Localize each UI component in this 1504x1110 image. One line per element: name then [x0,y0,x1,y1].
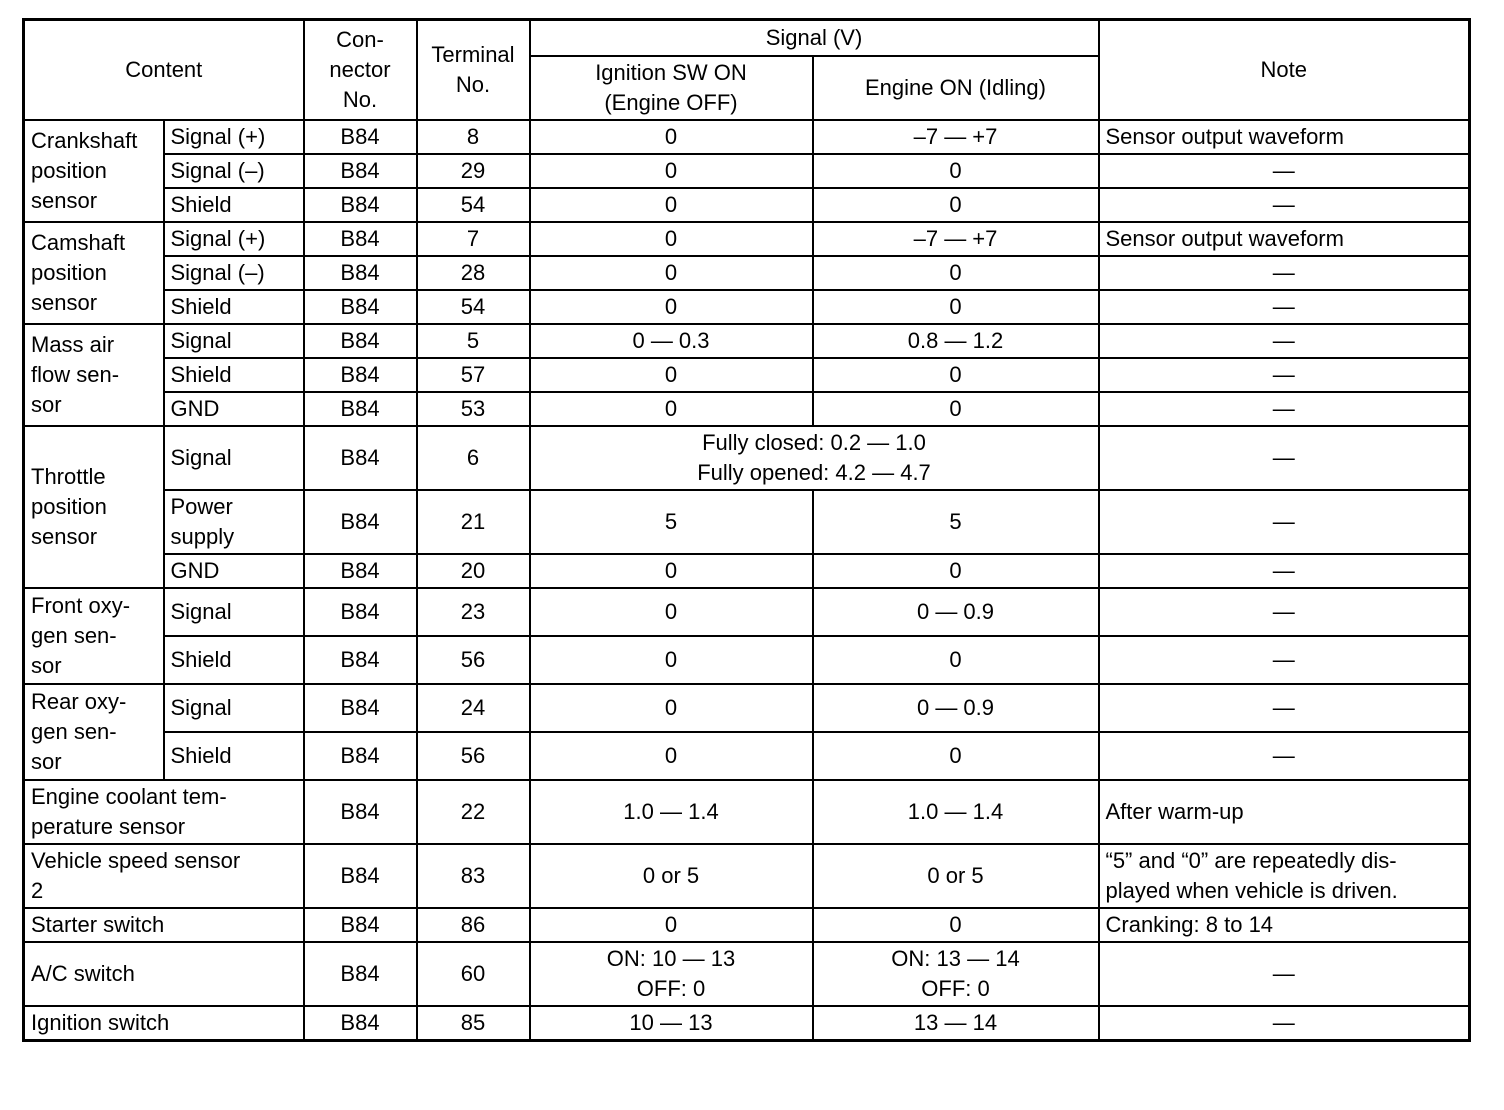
terminal-cell: 7 [417,222,530,256]
table-row [24,392,1470,426]
ignition-value-cell: 0 [530,188,813,222]
ignition-value-cell: 0 [530,222,813,256]
ignition-value-cell: 0 [530,732,813,780]
item-cell: GND [164,554,304,588]
engine-value-cell: 0 [813,358,1099,392]
table-row [24,256,1470,290]
group-label-camshaft: Camshaft position sensor [24,222,164,324]
note-cell: Sensor output waveform [1099,120,1470,154]
connector-cell: B84 [304,358,417,392]
table-row [24,732,1470,780]
terminal-cell: 83 [417,844,530,908]
terminal-cell: 21 [417,490,530,554]
engine-value-cell: –7 — +7 [813,222,1099,256]
table-row [24,588,1470,636]
header-signal-v: Signal (V) [530,20,1099,57]
terminal-cell: 54 [417,290,530,324]
table-row [24,426,1470,490]
note-cell: Sensor output waveform [1099,222,1470,256]
note-cell: — [1099,490,1470,554]
table-row [24,780,1470,844]
item-cell: Power supply [164,490,304,554]
table-row [24,154,1470,188]
ignition-value-cell: 0 [530,154,813,188]
terminal-cell: 5 [417,324,530,358]
connector-cell: B84 [304,490,417,554]
engine-value-cell: 0 or 5 [813,844,1099,908]
table-row [24,554,1470,588]
engine-value-cell: 0 [813,256,1099,290]
terminal-cell: 22 [417,780,530,844]
note-cell: — [1099,636,1470,684]
terminal-cell: 86 [417,908,530,942]
single-label-ignition: Ignition switch [24,1006,304,1041]
note-cell: — [1099,588,1470,636]
item-cell: Signal (–) [164,154,304,188]
terminal-cell: 24 [417,684,530,732]
table-row [24,636,1470,684]
connector-cell: B84 [304,188,417,222]
note-cell: — [1099,684,1470,732]
item-cell: Signal [164,588,304,636]
note-cell: — [1099,392,1470,426]
group-label-rear-oxygen: Rear oxy- gen sen- sor [24,684,164,780]
engine-value-cell: 0 [813,908,1099,942]
engine-value-cell: 0 — 0.9 [813,588,1099,636]
connector-cell: B84 [304,908,417,942]
header-content: Content [24,20,304,121]
header-note: Note [1099,20,1470,121]
item-cell: Signal [164,324,304,358]
terminal-cell: 8 [417,120,530,154]
note-cell: — [1099,324,1470,358]
merged-signal-cell: Fully closed: 0.2 — 1.0 Fully opened: 4.2 — 4.7 [530,426,1099,490]
engine-value-cell: 13 — 14 [813,1006,1099,1041]
connector-cell: B84 [304,222,417,256]
connector-cell: B84 [304,844,417,908]
group-label-maf: Mass air flow sen- sor [24,324,164,426]
ignition-value-cell: 10 — 13 [530,1006,813,1041]
engine-value-cell: 0.8 — 1.2 [813,324,1099,358]
item-cell: Signal [164,684,304,732]
ignition-value-cell: 0 [530,636,813,684]
engine-value-cell: 0 [813,392,1099,426]
table-row [24,120,1470,154]
terminal-cell: 28 [417,256,530,290]
group-label-crankshaft: Crankshaft position sensor [24,120,164,222]
item-cell: GND [164,392,304,426]
table-row [24,290,1470,324]
note-cell: — [1099,256,1470,290]
item-cell: Shield [164,290,304,324]
note-cell: “5” and “0” are repeatedly dis- played when vehicle is driven. [1099,844,1470,908]
terminal-cell: 60 [417,942,530,1006]
note-cell: After warm-up [1099,780,1470,844]
ignition-value-cell: 0 — 0.3 [530,324,813,358]
ignition-value-cell: 0 or 5 [530,844,813,908]
single-label-coolant: Engine coolant tem- perature sensor [24,780,304,844]
item-cell: Shield [164,358,304,392]
connector-cell: B84 [304,780,417,844]
ignition-value-cell: 1.0 — 1.4 [530,780,813,844]
terminal-cell: 6 [417,426,530,490]
ignition-value-cell: 0 [530,554,813,588]
note-cell: — [1099,188,1470,222]
ignition-value-cell: 0 [530,392,813,426]
table-row [24,490,1470,554]
table-row [24,358,1470,392]
header-terminal-no: Terminal No. [417,20,530,121]
ignition-value-cell: 0 [530,256,813,290]
header-connector-no: Con- nector No. [304,20,417,121]
single-label-starter: Starter switch [24,908,304,942]
table-row [24,844,1470,908]
ecu-terminal-signal-table [22,18,1471,1042]
table-row [24,684,1470,732]
connector-cell: B84 [304,554,417,588]
table-row [24,188,1470,222]
note-cell: — [1099,1006,1470,1041]
ignition-value-cell: 0 [530,120,813,154]
table-row [24,908,1470,942]
note-cell: — [1099,554,1470,588]
connector-cell: B84 [304,732,417,780]
connector-cell: B84 [304,392,417,426]
engine-value-cell: 1.0 — 1.4 [813,780,1099,844]
engine-value-cell: 5 [813,490,1099,554]
connector-cell: B84 [304,1006,417,1041]
engine-value-cell: 0 [813,732,1099,780]
terminal-cell: 85 [417,1006,530,1041]
item-cell: Shield [164,732,304,780]
header-ignition-sw-on: Ignition SW ON (Engine OFF) [530,56,813,120]
terminal-cell: 23 [417,588,530,636]
terminal-cell: 53 [417,392,530,426]
ignition-value-cell: 0 [530,588,813,636]
engine-value-cell: ON: 13 — 14 OFF: 0 [813,942,1099,1006]
connector-cell: B84 [304,290,417,324]
ignition-value-cell: ON: 10 — 13 OFF: 0 [530,942,813,1006]
connector-cell: B84 [304,942,417,1006]
connector-cell: B84 [304,324,417,358]
note-cell: Cranking: 8 to 14 [1099,908,1470,942]
engine-value-cell: 0 — 0.9 [813,684,1099,732]
single-label-vss: Vehicle speed sensor 2 [24,844,304,908]
table-row [24,222,1470,256]
note-cell: — [1099,358,1470,392]
group-label-front-oxygen: Front oxy- gen sen- sor [24,588,164,684]
connector-cell: B84 [304,120,417,154]
group-label-throttle: Throttle position sensor [24,426,164,588]
item-cell: Signal (+) [164,120,304,154]
engine-value-cell: 0 [813,290,1099,324]
ignition-value-cell: 0 [530,908,813,942]
table-row [24,324,1470,358]
item-cell: Shield [164,636,304,684]
terminal-cell: 57 [417,358,530,392]
signal-table-sheet [22,18,1468,1042]
note-cell: — [1099,942,1470,1006]
connector-cell: B84 [304,684,417,732]
terminal-cell: 54 [417,188,530,222]
engine-value-cell: 0 [813,188,1099,222]
engine-value-cell: 0 [813,554,1099,588]
connector-cell: B84 [304,588,417,636]
engine-value-cell: 0 [813,154,1099,188]
ignition-value-cell: 0 [530,684,813,732]
ignition-value-cell: 5 [530,490,813,554]
ignition-value-cell: 0 [530,358,813,392]
note-cell: — [1099,426,1470,490]
connector-cell: B84 [304,426,417,490]
engine-value-cell: –7 — +7 [813,120,1099,154]
note-cell: — [1099,732,1470,780]
table-row [24,942,1470,1006]
engine-value-cell: 0 [813,636,1099,684]
connector-cell: B84 [304,636,417,684]
connector-cell: B84 [304,154,417,188]
terminal-cell: 20 [417,554,530,588]
table-row [24,1006,1470,1041]
terminal-cell: 56 [417,732,530,780]
terminal-cell: 29 [417,154,530,188]
ignition-value-cell: 0 [530,290,813,324]
note-cell: — [1099,290,1470,324]
item-cell: Shield [164,188,304,222]
single-label-ac: A/C switch [24,942,304,1006]
terminal-cell: 56 [417,636,530,684]
item-cell: Signal [164,426,304,490]
header-engine-on: Engine ON (Idling) [813,56,1099,120]
connector-cell: B84 [304,256,417,290]
note-cell: — [1099,154,1470,188]
item-cell: Signal (–) [164,256,304,290]
item-cell: Signal (+) [164,222,304,256]
